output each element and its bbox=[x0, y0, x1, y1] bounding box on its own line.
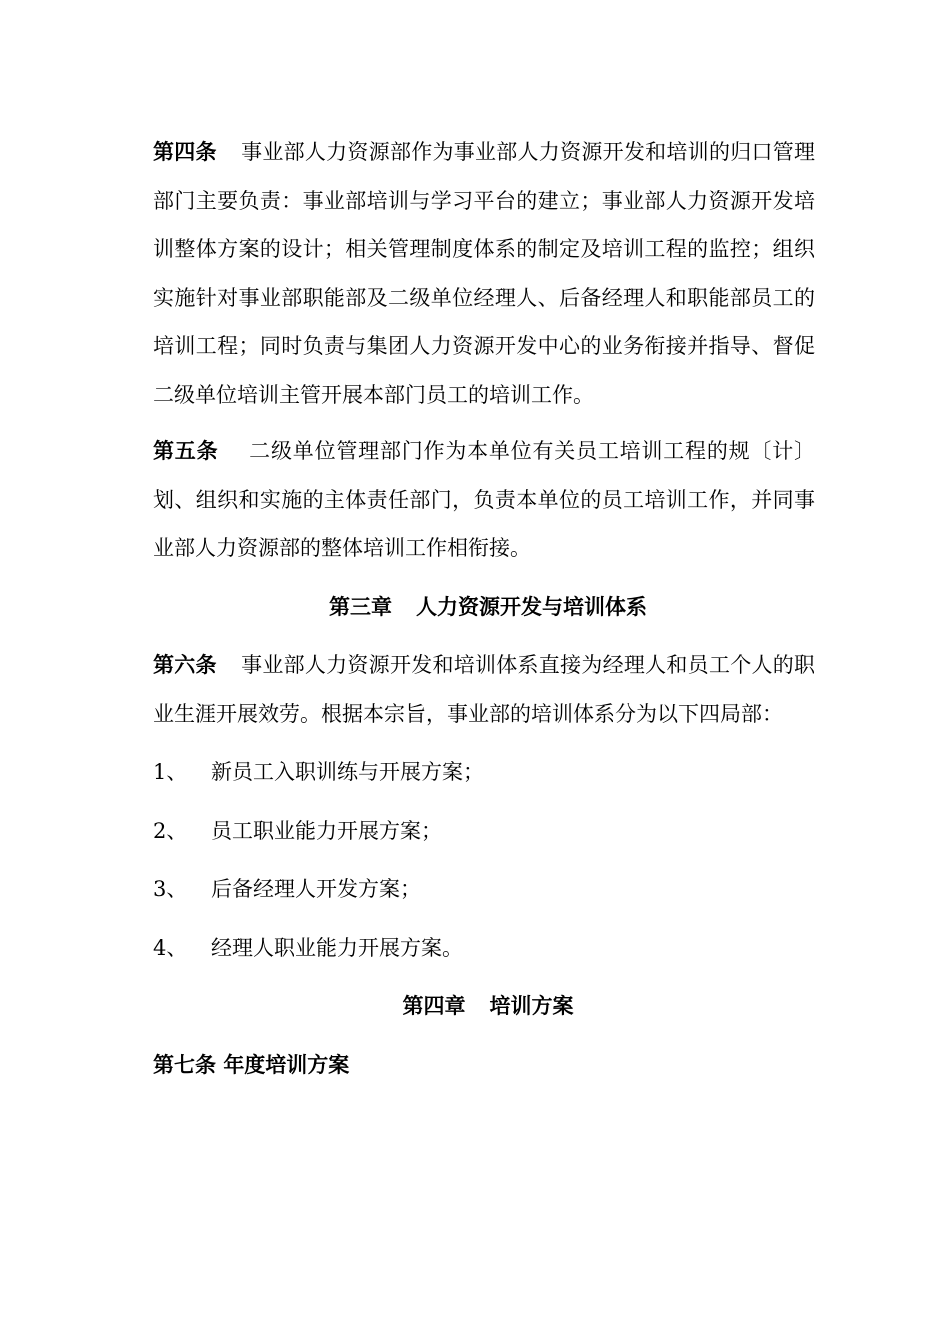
list-item bbox=[153, 924, 815, 973]
list-item-text: 员工职业能力开展方案； bbox=[211, 818, 442, 843]
list-item bbox=[153, 865, 815, 914]
list-item-text: 后备经理人开发方案； bbox=[211, 877, 421, 901]
article-4 bbox=[153, 128, 815, 419]
list-item-number: 3、 bbox=[153, 877, 188, 901]
list-item bbox=[153, 748, 815, 797]
list-item-number: 2、 bbox=[153, 818, 188, 843]
list-item-text: 新员工入职训练与开展方案； bbox=[211, 760, 484, 784]
article-5 bbox=[153, 427, 815, 573]
chapter-3-number: 第三章 bbox=[329, 593, 392, 619]
list-item-number: 1、 bbox=[153, 760, 188, 784]
article-4-text: 事业部人力资源部作为事业部人力资源开发和培训的归口管理部门主要负责：事业部培训与学习平台的建立；事业部人力资源开发培训整体方案的设计；相关管理制度体系的制定及培训工程的监控；组织实施针对事业部职能部及二级单位经理人、后备经理人和职能部员工的培训工程；同时负责与集团人力资源开发中心的业务衔接并指导、督促二级单位培训主管开展本部门员工的培训工作。 bbox=[153, 140, 816, 407]
list-item-text: 经理人职业能力开展方案。 bbox=[211, 935, 463, 960]
document-page bbox=[153, 128, 815, 1089]
article-6 bbox=[153, 641, 815, 738]
article-6-text: 事业部人力资源开发和培训体系直接为经理人和员工个人的职业生涯开展效劳。根据本宗旨，事业部的培训体系分为以下四局部： bbox=[153, 653, 816, 726]
article-7-label: 第七条 bbox=[153, 1051, 216, 1077]
chapter-4-heading bbox=[153, 982, 815, 1031]
article-7-heading bbox=[153, 1041, 815, 1090]
article-6-label: 第六条 bbox=[153, 652, 217, 677]
list-item-number: 4、 bbox=[153, 935, 188, 960]
article-4-label: 第四条 bbox=[153, 139, 217, 164]
article-5-label: 第五条 bbox=[153, 438, 219, 463]
article-7-title: 年度培训方案 bbox=[223, 1051, 350, 1077]
chapter-3-title: 人力资源开发与培训体系 bbox=[416, 593, 647, 619]
chapter-4-number: 第四章 bbox=[402, 993, 466, 1018]
list-item bbox=[153, 807, 815, 856]
article-5-text: 二级单位管理部门作为本单位有关员工培训工程的规〔计〕划、组织和实施的主体责任部门，负责本单位的员工培训工作，并同事业部人力资源部的整体培训工作相衔接。 bbox=[153, 439, 816, 560]
chapter-3-heading bbox=[153, 583, 815, 632]
chapter-4-title: 培训方案 bbox=[489, 993, 574, 1018]
